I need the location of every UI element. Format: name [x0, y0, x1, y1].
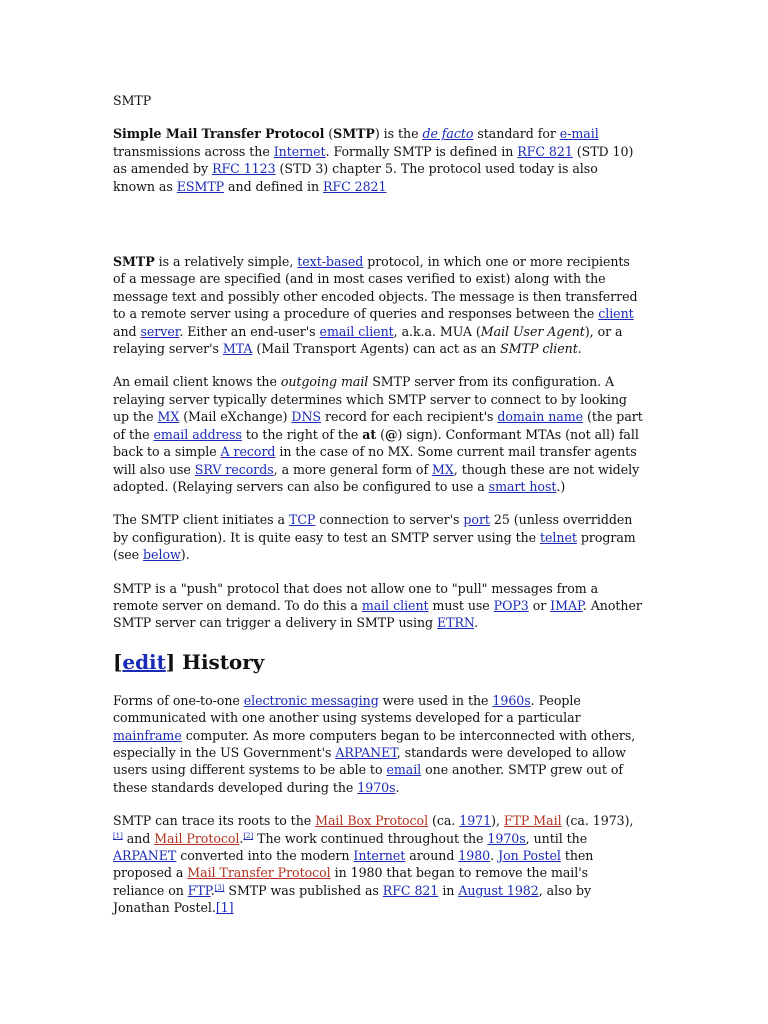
link-e-mail[interactable]: e-mail [559, 126, 599, 142]
link-1970s[interactable]: 1970s [357, 779, 396, 795]
text: . [239, 830, 244, 846]
italic-text: Mail User Agent [480, 323, 585, 339]
text: (Mail eXchange) [179, 409, 292, 425]
link-domain-name[interactable]: domain name [497, 409, 584, 425]
link-mainframe[interactable]: mainframe [113, 727, 182, 743]
text: (STD 3) chapter 5. The protocol used today is also known as [113, 161, 598, 194]
link-rfc-2821[interactable]: RFC 2821 [322, 178, 387, 194]
link-internet[interactable]: Internet [273, 143, 326, 159]
text: (STD 10) as amended by [113, 143, 634, 177]
reference-link-1[interactable]: [1] [215, 900, 234, 916]
text: ), or a relaying server's [113, 323, 623, 357]
italic-text: de facto [422, 126, 474, 142]
text: Forms of one-to-one [113, 692, 244, 708]
text: 25 (unless overridden by configuration). It is quite easy to test an SMTP server using the [113, 512, 633, 545]
link-august-1982[interactable]: August 1982 [458, 882, 539, 898]
text: and defined in [224, 178, 323, 194]
link-jon-postel[interactable]: Jon Postel [498, 848, 561, 863]
bold-term: @ [384, 426, 398, 442]
text: around [405, 848, 459, 863]
text: ( [324, 126, 334, 142]
link-esmtp[interactable]: ESMTP [176, 178, 225, 194]
text: The work continued throughout the [253, 830, 488, 846]
text: .) [556, 478, 566, 494]
link-email[interactable]: email [386, 762, 422, 778]
text: , standards were developed to allow users using different systems to be able to [113, 744, 626, 778]
text: ) sign). Conformant MTAs (not all) fall back to a simple [113, 426, 639, 460]
text: standard for [473, 126, 560, 142]
text: ), [491, 813, 504, 829]
text: ) is the [374, 126, 423, 142]
edit-link[interactable]: edit [122, 649, 166, 674]
text: . [210, 882, 215, 898]
link-server[interactable]: server [140, 323, 180, 339]
citation-3[interactable]: [3] [214, 883, 225, 892]
link-1980[interactable]: 1980 [458, 848, 491, 863]
text: , also by Jonathan Postel. [113, 882, 592, 916]
tcp-paragraph [113, 511, 643, 563]
text: , until the [525, 830, 588, 846]
relay-paragraph [113, 373, 643, 495]
link-internet-2[interactable]: Internet [353, 848, 406, 863]
link-text-based[interactable]: text-based [297, 254, 364, 270]
text: (ca. [428, 813, 460, 829]
citation-2[interactable]: [2] [243, 831, 254, 840]
text: connection to server's [315, 512, 464, 528]
link-arpanet[interactable]: ARPANET [335, 744, 397, 760]
text: (the part of the [113, 409, 643, 442]
link-arpanet-2[interactable]: ARPANET [113, 848, 177, 863]
link-telnet[interactable]: telnet [540, 529, 577, 545]
text: protocol, in which one or more recipients of a message are specified (and in most cases verified to exist) along with the message text and possibly other encoded objects. The message is then transferred to a remote server using a procedure of queries and responses between the [113, 254, 638, 322]
history-paragraph-2 [113, 812, 643, 916]
link-ftp[interactable]: FTP [187, 882, 211, 898]
link-rfc-821[interactable]: RFC 821 [517, 143, 573, 159]
text: . People communicated with one another using systems developed for a particular [113, 692, 581, 726]
link-1971[interactable]: 1971 [459, 813, 492, 829]
text: . [577, 341, 582, 357]
text: or [528, 597, 551, 613]
document-title: SMTP [113, 93, 152, 108]
link-etrn[interactable]: ETRN [436, 615, 475, 631]
text: transmissions across the [113, 143, 274, 159]
text: must use [428, 597, 494, 613]
text: ( [376, 426, 385, 442]
link-1960s[interactable]: 1960s [492, 692, 531, 708]
text: An email client knows the [113, 374, 281, 390]
text: SMTP is a "push" protocol that does not allow one to "pull" messages from a remote server on demand. To do this a [113, 580, 599, 613]
text: record for each recipient's [321, 409, 498, 425]
bold-term: Simple Mail Transfer Protocol [113, 126, 325, 142]
link-a-record[interactable]: A record [220, 444, 276, 460]
document-page [113, 92, 643, 933]
text: and [122, 830, 155, 846]
text: . [490, 848, 499, 863]
link-tcp[interactable]: TCP [288, 512, 316, 528]
link-mail-protocol[interactable]: Mail Protocol [154, 830, 240, 846]
intro-paragraph [113, 125, 643, 195]
link-mta[interactable]: MTA [222, 341, 253, 357]
italic-text: SMTP client [500, 341, 578, 357]
text: computer. As more computers began to be interconnected with others, especially in the US Government's [113, 727, 636, 760]
link-email-client[interactable]: email client [319, 323, 394, 339]
text: in 1980 that began to remove the mail's reliance on [113, 865, 589, 898]
text: SMTP was published as [224, 882, 383, 898]
bold-term: SMTP [333, 126, 375, 142]
link-client[interactable]: client [598, 306, 634, 322]
link-rfc-1123[interactable]: RFC 1123 [212, 161, 276, 177]
text: . Formally SMTP is defined in [325, 143, 518, 159]
bold-term: at [362, 426, 377, 442]
link-port[interactable]: port [463, 512, 490, 528]
description-paragraph [113, 253, 643, 357]
text: , a more general form of [273, 461, 433, 477]
text: were used in the [378, 692, 493, 708]
text: in the case of no MX. Some current mail transfer agents will also use [113, 444, 637, 477]
text: SMTP can trace its roots to the [113, 813, 316, 829]
link-rfc-821-2[interactable]: RFC 821 [382, 882, 439, 898]
link-smart-host[interactable]: smart host [488, 478, 557, 494]
text: . Another SMTP server can trigger a delivery in SMTP using [113, 597, 642, 631]
text: (Mail Transport Agents) can act as an [252, 341, 501, 357]
text: is a relatively simple, [154, 254, 298, 270]
link-mx[interactable]: MX [157, 409, 180, 425]
spacer [113, 211, 643, 253]
italic-text: outgoing mail [280, 374, 369, 390]
history-heading [113, 648, 643, 676]
text: program (see [113, 529, 636, 563]
history-paragraph-1 [113, 692, 643, 796]
text: . [474, 615, 479, 631]
link-mx-2[interactable]: MX [432, 461, 454, 477]
link-mail-transfer-protocol[interactable]: Mail Transfer Protocol [187, 865, 331, 881]
text: , though these are not widely adopted. (Relaying servers can also be configured to use a [113, 461, 640, 494]
text: to the right of the [241, 426, 363, 442]
link-1970s-2[interactable]: 1970s [487, 830, 526, 846]
bold-term: SMTP [113, 254, 155, 270]
link-dns[interactable]: DNS [291, 409, 322, 425]
text: The SMTP client initiates a [113, 512, 289, 528]
text: . [395, 779, 400, 795]
citation-1[interactable]: [1] [113, 831, 123, 840]
link-mail-client[interactable]: mail client [361, 597, 429, 613]
link-ftp-mail[interactable]: FTP Mail [503, 813, 562, 829]
text: (ca. 1973), [561, 813, 634, 829]
link-srv-records[interactable]: SRV records [194, 461, 274, 477]
link-email-address[interactable]: email address [153, 426, 242, 442]
text: and [113, 323, 141, 339]
text: then proposed a [113, 848, 594, 881]
bracket-open: [ [113, 649, 123, 674]
link-electronic-messaging[interactable]: electronic messaging [243, 692, 379, 708]
link-below[interactable]: below [143, 547, 181, 563]
text: SMTP server from its configuration. A relaying server typically determines which SMTP server to connect to by looking up the [113, 374, 627, 425]
push-paragraph [113, 580, 643, 632]
link-imap[interactable]: IMAP [550, 597, 583, 613]
link-mail-box-protocol[interactable]: Mail Box Protocol [315, 813, 429, 829]
link-pop3[interactable]: POP3 [493, 597, 529, 613]
heading-text: ] History [165, 649, 265, 674]
text: converted into the modern [176, 848, 354, 863]
text: one another. SMTP grew out of these standards developed during the [113, 762, 623, 795]
text: , a.k.a. MUA ( [393, 323, 481, 339]
text: ). [180, 547, 190, 563]
text: in [438, 882, 459, 898]
text: . Either an end-user's [179, 323, 320, 339]
link-de-facto[interactable] [422, 126, 473, 141]
